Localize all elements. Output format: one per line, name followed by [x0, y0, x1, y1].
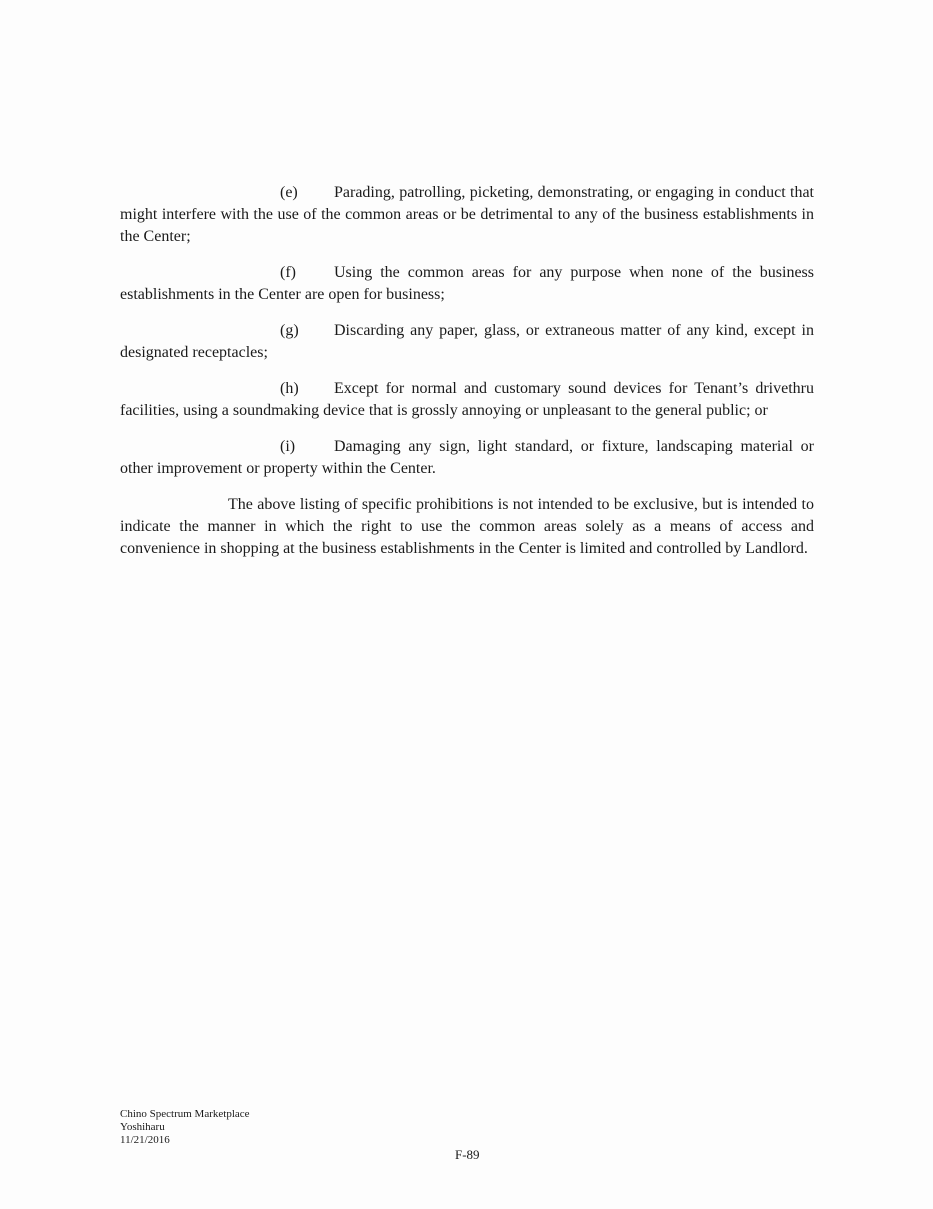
item-text: Using the common areas for any purpose when none of the business establishments in the Center are open for business;: [120, 264, 814, 303]
item-text: Except for normal and customary sound devices for Tenant’s drivethru facilities, using a soundmaking device that is grossly annoying or unpleasant to the general public; or: [120, 380, 814, 419]
footer-identification: [120, 1108, 250, 1147]
list-item-g: [120, 320, 814, 364]
item-text: Parading, patrolling, picketing, demonstrating, or engaging in conduct that might interfere with the use of the common areas or be detrimental to any of the business establishments in the Center;: [120, 184, 814, 245]
footer-tenant: Yoshiharu: [120, 1121, 165, 1133]
item-marker: (e): [280, 184, 298, 201]
item-marker: (i): [280, 438, 296, 455]
footer-date: 11/21/2016: [120, 1134, 170, 1146]
list-item-h: [120, 378, 814, 422]
page-number: F-89: [455, 1147, 480, 1162]
item-text: Discarding any paper, glass, or extraneous matter of any kind, except in designated receptacles;: [120, 322, 814, 361]
item-text: Damaging any sign, light standard, or fixture, landscaping material or other improvement or property within the Center.: [120, 438, 814, 477]
item-marker: (h): [280, 380, 299, 397]
list-item-e: [120, 182, 814, 248]
closing-paragraph: The above listing of specific prohibitions is not intended to be exclusive, but is intended to indicate the manner in which the right to use the common areas solely as a means of access and convenience in shopping at the business establishments in the Center is limited and controlled by Landlord.: [120, 496, 814, 557]
item-marker: (g): [280, 322, 299, 339]
list-item-i: [120, 436, 814, 480]
list-item-f: [120, 262, 814, 306]
document-body: [120, 182, 814, 574]
item-marker: (f): [280, 264, 296, 281]
footer-project: Chino Spectrum Marketplace: [120, 1108, 250, 1120]
